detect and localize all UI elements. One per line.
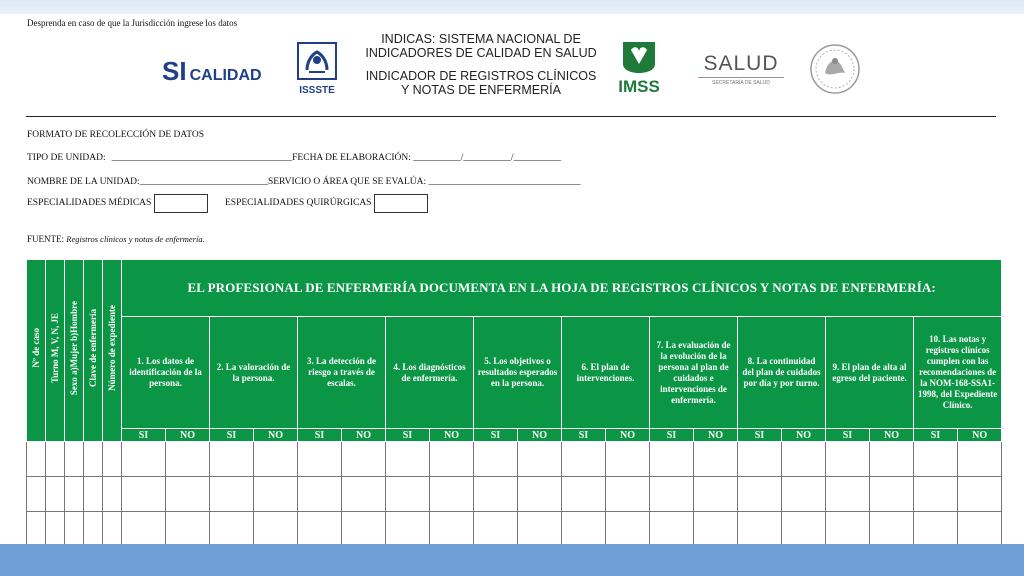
- header-line-2: INDICADORES DE CALIDAD EN SALUD: [365, 46, 597, 60]
- bottom-banner: [0, 544, 1024, 576]
- no-header: NO: [342, 429, 386, 442]
- unit-name-field[interactable]: NOMBRE DE LA UNIDAD:___________________________SERVICIO O ÁREA QUE SE EVALÚA: ________________________________: [27, 177, 581, 187]
- criterion-3: 3. La detección de riesgo a través de escalas.: [298, 317, 386, 429]
- no-header: NO: [782, 429, 826, 442]
- col-nurse-key: Clave de enfermería: [84, 260, 103, 442]
- yes-header: SI: [386, 429, 430, 442]
- criterion-1: 1. Los datos de identificación de la persona.: [122, 317, 210, 429]
- service-label: SERVICIO O ÁREA QUE SE EVALÚA:: [267, 177, 427, 187]
- criterion-7: 7. La evaluación de la evolución de la persona al plan de cuidados e intervenciones de enfermería.: [650, 317, 738, 429]
- table-title: EL PROFESIONAL DE ENFERMERÍA DOCUMENTA EN LA HOJA DE REGISTROS CLÍNICOS Y NOTAS DE ENFERMERÍA:: [122, 260, 1002, 317]
- criterion-8: 8. La continuidad del plan de cuidados por día y por turno.: [738, 317, 826, 429]
- criterion-10: 10. Las notas y registros clínicos cumplen con las recomendaciones de la NOM-168-SSA1-1998, del Expediente Clínico.: [914, 317, 1002, 429]
- header-divider: [26, 116, 996, 117]
- criterion-5: 5. Los objetivos o resultados esperados en la persona.: [474, 317, 562, 429]
- imss-logo: IMSS: [615, 40, 663, 95]
- unit-type-label: TIPO DE UNIDAD:: [27, 153, 106, 163]
- detach-note: Desprenda en caso de que la Jurisdicción ingrese los datos: [27, 18, 238, 28]
- yes-header: SI: [738, 429, 782, 442]
- issste-emblem-icon: [297, 42, 337, 80]
- no-header: NO: [430, 429, 474, 442]
- yes-header: SI: [122, 429, 166, 442]
- col-sex: Sexo a)Mujer b)Hombre: [65, 260, 84, 442]
- imss-emblem-icon: [619, 40, 659, 74]
- medical-specialties-label: ESPECIALIDADES MÉDICAS: [27, 198, 152, 208]
- header-line-1: INDICAS: SISTEMA NACIONAL DE: [381, 32, 581, 46]
- unit-name-label: NOMBRE DE LA UNIDAD:: [27, 177, 140, 187]
- no-header: NO: [694, 429, 738, 442]
- yes-header: SI: [210, 429, 254, 442]
- nursing-records-table: [26, 259, 1002, 547]
- criterion-6: 6. El plan de intervenciones.: [562, 317, 650, 429]
- no-header: NO: [254, 429, 298, 442]
- criterion-2: 2. La valoración de la persona.: [210, 317, 298, 429]
- surgical-specialties-label: ESPECIALIDADES QUIRÚRGICAS: [225, 198, 372, 208]
- no-header: NO: [166, 429, 210, 442]
- no-header: NO: [958, 429, 1002, 442]
- no-header: NO: [518, 429, 562, 442]
- source-note: FUENTE: Registros clínicos y notas de enfermería.: [27, 234, 205, 244]
- national-seal-icon: [809, 43, 861, 95]
- no-header: NO: [606, 429, 650, 442]
- medical-specialties-box[interactable]: [154, 194, 208, 213]
- format-heading: FORMATO DE RECOLECCIÓN DE DATOS: [27, 130, 204, 140]
- yes-header: SI: [298, 429, 342, 442]
- date-label: FECHA DE ELABORACIÓN:: [292, 153, 411, 163]
- yes-header: SI: [914, 429, 958, 442]
- col-shift: Turno M, V, N, JE: [46, 260, 65, 442]
- table-row[interactable]: [27, 512, 1002, 547]
- table-row[interactable]: [27, 477, 1002, 512]
- header-line-4: Y NOTAS DE ENFERMERÍA: [401, 83, 561, 97]
- no-header: NO: [870, 429, 914, 442]
- criterion-4: 4. Los diagnósticos de enfermería.: [386, 317, 474, 429]
- yes-header: SI: [562, 429, 606, 442]
- yes-header: SI: [474, 429, 518, 442]
- col-case-number: Nº de caso: [27, 260, 46, 442]
- yes-header: SI: [826, 429, 870, 442]
- si-calidad-logo: SI CALIDAD: [162, 56, 262, 86]
- header-line-3: INDICADOR DE REGISTROS CLÍNICOS: [365, 69, 597, 83]
- unit-type-field[interactable]: TIPO DE UNIDAD: ______________________________________FECHA DE ELABORACIÓN: __________/__________/__________: [27, 153, 562, 163]
- top-banner: [0, 0, 1024, 14]
- document-header: [365, 32, 597, 97]
- issste-logo: ISSSTE: [295, 42, 339, 96]
- criterion-9: 9. El plan de alta al egreso del paciente.: [826, 317, 914, 429]
- yes-header: SI: [650, 429, 694, 442]
- table-row[interactable]: [27, 442, 1002, 477]
- surgical-specialties-box[interactable]: [374, 194, 428, 213]
- col-record-number: Número de expediente: [103, 260, 122, 442]
- salud-logo: SALUD SECRETARÍA DE SALUD: [698, 52, 784, 86]
